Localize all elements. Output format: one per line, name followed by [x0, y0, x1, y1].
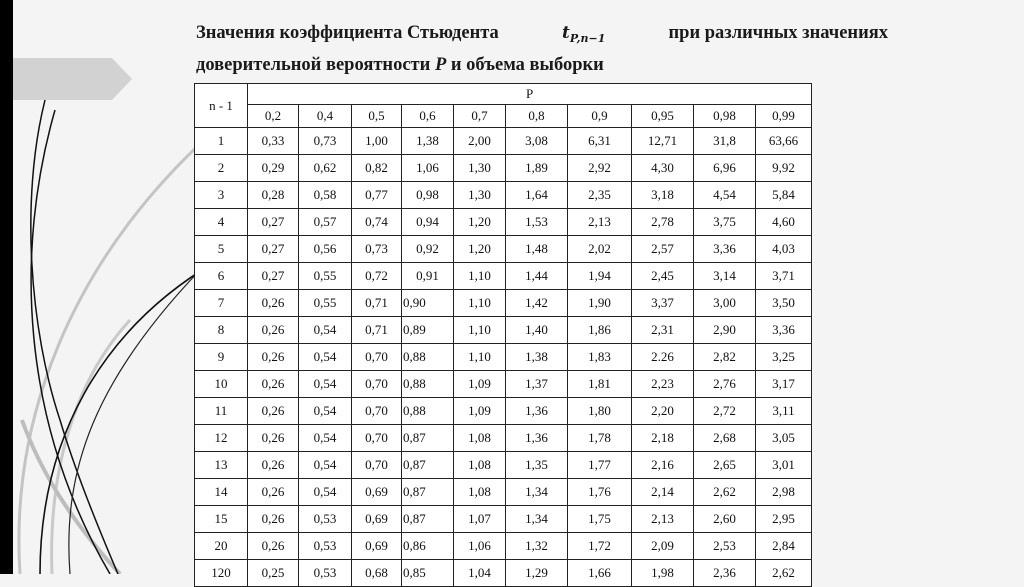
row-label-cell: 12	[195, 425, 248, 452]
value-cell: 0,82	[352, 155, 402, 182]
column-header-cell: 0,6	[402, 105, 454, 128]
value-cell: 1,30	[454, 182, 506, 209]
value-cell: 0,72	[352, 263, 402, 290]
curve-dark-4	[69, 270, 200, 574]
value-cell: 0,54	[299, 398, 352, 425]
value-cell: 0,87	[402, 425, 454, 452]
value-cell: 0,26	[248, 506, 299, 533]
value-cell: 4,54	[694, 182, 756, 209]
row-label-cell: 2	[195, 155, 248, 182]
value-cell: 0,26	[248, 290, 299, 317]
value-cell: 1,40	[506, 317, 568, 344]
value-cell: 0,26	[248, 371, 299, 398]
value-cell: 0,74	[352, 209, 402, 236]
table-row	[195, 479, 812, 506]
column-header-cell: 0,99	[756, 105, 812, 128]
value-cell: 1,29	[506, 560, 568, 587]
value-cell: 3,14	[694, 263, 756, 290]
column-header-cell: 0,5	[352, 105, 402, 128]
value-cell: 2,36	[694, 560, 756, 587]
value-cell: 0,69	[352, 506, 402, 533]
value-cell: 2,16	[632, 452, 694, 479]
value-cell: 0,53	[299, 533, 352, 560]
value-cell: 0,26	[248, 398, 299, 425]
value-cell: 1,98	[632, 560, 694, 587]
value-cell: 2,76	[694, 371, 756, 398]
value-cell: 2,57	[632, 236, 694, 263]
value-cell: 2,13	[568, 209, 632, 236]
value-cell: 0,54	[299, 344, 352, 371]
row-header-cell: n - 1	[195, 84, 248, 128]
row-label-cell: 3	[195, 182, 248, 209]
value-cell: 4,30	[632, 155, 694, 182]
value-cell: 2,53	[694, 533, 756, 560]
t-symbol	[562, 20, 605, 52]
value-cell: 0,53	[299, 506, 352, 533]
value-cell: 1,77	[568, 452, 632, 479]
value-cell: 0,33	[248, 128, 299, 155]
value-cell: 0,73	[352, 236, 402, 263]
value-cell: 0,55	[299, 290, 352, 317]
value-cell: 3,50	[756, 290, 812, 317]
value-cell: 1,89	[506, 155, 568, 182]
value-cell: 0,92	[402, 236, 454, 263]
value-cell: 0,27	[248, 263, 299, 290]
column-header-cell: 0,7	[454, 105, 506, 128]
curve-dark-1	[31, 110, 110, 574]
curve-light-1	[19, 130, 215, 574]
value-cell: 1,34	[506, 479, 568, 506]
value-cell: 1,30	[454, 155, 506, 182]
value-cell: 4,03	[756, 236, 812, 263]
column-header-cell: 0,2	[248, 105, 299, 128]
value-cell: 1,36	[506, 398, 568, 425]
value-cell: 0,25	[248, 560, 299, 587]
value-cell: 5,84	[756, 182, 812, 209]
value-cell: 1,10	[454, 317, 506, 344]
value-cell: 0,88	[402, 371, 454, 398]
row-label-cell: 120	[195, 560, 248, 587]
value-cell: 1,72	[568, 533, 632, 560]
value-cell: 1,38	[506, 344, 568, 371]
value-cell: 2,02	[568, 236, 632, 263]
value-cell: 2,62	[756, 560, 812, 587]
column-header-cell: 0,8	[506, 105, 568, 128]
value-cell: 1,66	[568, 560, 632, 587]
value-cell: 1,53	[506, 209, 568, 236]
value-cell: 0,57	[299, 209, 352, 236]
value-cell: 0,70	[352, 344, 402, 371]
title-line2-var: P	[434, 55, 447, 75]
value-cell: 0,71	[352, 317, 402, 344]
value-cell: 3,36	[694, 236, 756, 263]
value-cell: 2,14	[632, 479, 694, 506]
value-cell: 0,28	[248, 182, 299, 209]
header-row-group	[195, 84, 812, 105]
value-cell: 2,23	[632, 371, 694, 398]
value-cell: 1,42	[506, 290, 568, 317]
left-accent-bar	[0, 0, 13, 574]
table-row	[195, 182, 812, 209]
value-cell: 0,87	[402, 479, 454, 506]
title-line1-end: при различных значениях	[668, 23, 888, 43]
row-label-cell: 8	[195, 317, 248, 344]
value-cell: 0,56	[299, 236, 352, 263]
title-line-1	[196, 20, 888, 52]
value-cell: 0,27	[248, 209, 299, 236]
t-symbol-subscript: P,n−1	[569, 32, 606, 45]
value-cell: 0,88	[402, 398, 454, 425]
value-cell: 1,37	[506, 371, 568, 398]
value-cell: 3,75	[694, 209, 756, 236]
value-cell: 2,31	[632, 317, 694, 344]
value-cell: 9,92	[756, 155, 812, 182]
value-cell: 1,94	[568, 263, 632, 290]
slide-title	[196, 20, 888, 78]
value-cell: 0,29	[248, 155, 299, 182]
value-cell: 3,00	[694, 290, 756, 317]
table-row	[195, 317, 812, 344]
value-cell: 1,64	[506, 182, 568, 209]
group-header-cell: P	[248, 84, 812, 105]
value-cell: 2,45	[632, 263, 694, 290]
row-label-cell: 10	[195, 371, 248, 398]
value-cell: 12,71	[632, 128, 694, 155]
value-cell: 2,72	[694, 398, 756, 425]
value-cell: 3,36	[756, 317, 812, 344]
value-cell: 2,92	[568, 155, 632, 182]
value-cell: 0,85	[402, 560, 454, 587]
value-cell: 2,98	[756, 479, 812, 506]
row-label-cell: 9	[195, 344, 248, 371]
value-cell: 0,26	[248, 344, 299, 371]
value-cell: 0,70	[352, 398, 402, 425]
value-cell: 2,00	[454, 128, 506, 155]
value-cell: 0,89	[402, 317, 454, 344]
value-cell: 4,60	[756, 209, 812, 236]
value-cell: 1,06	[454, 533, 506, 560]
value-cell: 2,68	[694, 425, 756, 452]
value-cell: 0,26	[248, 479, 299, 506]
column-header-cell: 0,98	[694, 105, 756, 128]
row-label-cell: 7	[195, 290, 248, 317]
value-cell: 1,20	[454, 236, 506, 263]
table-row	[195, 425, 812, 452]
value-cell: 0,70	[352, 371, 402, 398]
t-symbol-base: t	[561, 23, 570, 43]
value-cell: 1,83	[568, 344, 632, 371]
table-row	[195, 533, 812, 560]
value-cell: 2,18	[632, 425, 694, 452]
value-cell: 1,08	[454, 425, 506, 452]
table-row	[195, 398, 812, 425]
table-row	[195, 209, 812, 236]
student-coefficient-table	[194, 83, 812, 587]
curve-light-2	[52, 320, 130, 574]
value-cell: 1,36	[506, 425, 568, 452]
value-cell: 0,54	[299, 425, 352, 452]
value-cell: 3,01	[756, 452, 812, 479]
header-row-columns	[195, 105, 812, 128]
value-cell: 1,38	[402, 128, 454, 155]
value-cell: 6,96	[694, 155, 756, 182]
value-cell: 0,54	[299, 479, 352, 506]
row-label-cell: 1	[195, 128, 248, 155]
value-cell: 1,06	[402, 155, 454, 182]
table-row	[195, 371, 812, 398]
value-cell: 2.26	[632, 344, 694, 371]
value-cell: 1,09	[454, 371, 506, 398]
value-cell: 2,09	[632, 533, 694, 560]
value-cell: 0,71	[352, 290, 402, 317]
value-cell: 0,70	[352, 452, 402, 479]
value-cell: 2,82	[694, 344, 756, 371]
value-cell: 1,09	[454, 398, 506, 425]
value-cell: 0,94	[402, 209, 454, 236]
value-cell: 0,26	[248, 317, 299, 344]
value-cell: 1,76	[568, 479, 632, 506]
title-line2-end: и объема выборки	[450, 55, 604, 75]
value-cell: 0,87	[402, 506, 454, 533]
column-header-cell: 0,9	[568, 105, 632, 128]
value-cell: 2,13	[632, 506, 694, 533]
value-cell: 0,91	[402, 263, 454, 290]
value-cell: 0,55	[299, 263, 352, 290]
value-cell: 2,78	[632, 209, 694, 236]
value-cell: 1,32	[506, 533, 568, 560]
value-cell: 1,00	[352, 128, 402, 155]
value-cell: 1,10	[454, 344, 506, 371]
row-label-cell: 14	[195, 479, 248, 506]
value-cell: 0,77	[352, 182, 402, 209]
value-cell: 1,81	[568, 371, 632, 398]
row-label-cell: 11	[195, 398, 248, 425]
table-row	[195, 290, 812, 317]
value-cell: 0,73	[299, 128, 352, 155]
value-cell: 0,26	[248, 425, 299, 452]
value-cell: 1,08	[454, 452, 506, 479]
value-cell: 0,90	[402, 290, 454, 317]
table-row	[195, 263, 812, 290]
title-line-2	[196, 52, 888, 78]
value-cell: 31,8	[694, 128, 756, 155]
value-cell: 1,90	[568, 290, 632, 317]
value-cell: 2,90	[694, 317, 756, 344]
value-cell: 0,70	[352, 425, 402, 452]
value-cell: 3,18	[632, 182, 694, 209]
row-label-cell: 15	[195, 506, 248, 533]
value-cell: 0,58	[299, 182, 352, 209]
value-cell: 1,04	[454, 560, 506, 587]
value-cell: 0,86	[402, 533, 454, 560]
value-cell: 3,11	[756, 398, 812, 425]
value-cell: 0,87	[402, 452, 454, 479]
curve-dark-3	[40, 262, 215, 574]
value-cell: 6,31	[568, 128, 632, 155]
row-label-cell: 4	[195, 209, 248, 236]
row-label-cell: 13	[195, 452, 248, 479]
value-cell: 3,37	[632, 290, 694, 317]
table-row	[195, 344, 812, 371]
value-cell: 3,17	[756, 371, 812, 398]
table-row	[195, 560, 812, 587]
value-cell: 0,26	[248, 533, 299, 560]
value-cell: 2,84	[756, 533, 812, 560]
value-cell: 2,62	[694, 479, 756, 506]
row-label-cell: 20	[195, 533, 248, 560]
column-header-cell: 0,4	[299, 105, 352, 128]
value-cell: 3,08	[506, 128, 568, 155]
value-cell: 3,05	[756, 425, 812, 452]
table-row	[195, 155, 812, 182]
table-body	[195, 84, 812, 587]
value-cell: 1,35	[506, 452, 568, 479]
value-cell: 1,10	[454, 263, 506, 290]
table-row	[195, 506, 812, 533]
value-cell: 1,34	[506, 506, 568, 533]
value-cell: 1,80	[568, 398, 632, 425]
value-cell: 0,69	[352, 479, 402, 506]
value-cell: 1,44	[506, 263, 568, 290]
value-cell: 0,26	[248, 452, 299, 479]
value-cell: 2,20	[632, 398, 694, 425]
value-cell: 0,54	[299, 371, 352, 398]
table-row	[195, 452, 812, 479]
value-cell: 1,75	[568, 506, 632, 533]
column-header-cell: 0,95	[632, 105, 694, 128]
value-cell: 0,53	[299, 560, 352, 587]
value-cell: 0,98	[402, 182, 454, 209]
title-line1-start: Значения коэффициента Стьюдента	[196, 23, 499, 43]
value-cell: 3,71	[756, 263, 812, 290]
value-cell: 0,69	[352, 533, 402, 560]
value-cell: 2,65	[694, 452, 756, 479]
value-cell: 1,20	[454, 209, 506, 236]
value-cell: 2,95	[756, 506, 812, 533]
value-cell: 0,68	[352, 560, 402, 587]
value-cell: 63,66	[756, 128, 812, 155]
value-cell: 0,88	[402, 344, 454, 371]
value-cell: 1,78	[568, 425, 632, 452]
value-cell: 1,86	[568, 317, 632, 344]
value-cell: 1,08	[454, 479, 506, 506]
value-cell: 0,54	[299, 317, 352, 344]
table-row	[195, 128, 812, 155]
curve-light-3	[22, 420, 120, 574]
value-cell: 3,25	[756, 344, 812, 371]
value-cell: 2,60	[694, 506, 756, 533]
arrow-shape	[0, 58, 132, 100]
value-cell: 0,62	[299, 155, 352, 182]
value-cell: 0,27	[248, 236, 299, 263]
value-cell: 1,07	[454, 506, 506, 533]
row-label-cell: 6	[195, 263, 248, 290]
title-line2-start: доверительной вероятности	[196, 55, 431, 75]
value-cell: 0,54	[299, 452, 352, 479]
row-label-cell: 5	[195, 236, 248, 263]
value-cell: 2,35	[568, 182, 632, 209]
value-cell: 1,10	[454, 290, 506, 317]
value-cell: 1,48	[506, 236, 568, 263]
table-row	[195, 236, 812, 263]
